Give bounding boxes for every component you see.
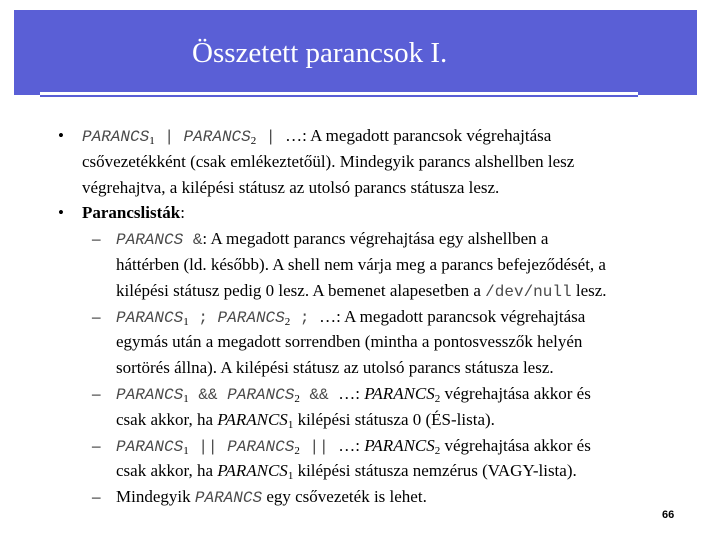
text-fragment: csak akkor, ha: [116, 461, 218, 481]
text-fragment: 1: [287, 418, 294, 431]
slide-header: [0, 0, 720, 100]
text-fragment: PARANCS: [217, 461, 288, 481]
dash-marker: –: [92, 487, 101, 507]
dash-marker: –: [92, 435, 101, 455]
subitem-line: [116, 382, 591, 407]
text-fragment: 2: [434, 393, 441, 405]
dash-marker: –: [92, 384, 101, 403]
subitem-line: [116, 485, 427, 510]
text-fragment: 1: [183, 393, 189, 405]
bullet-line: [82, 124, 551, 149]
text-fragment: végrehajtása akkor és: [440, 384, 591, 403]
text-fragment: :: [180, 203, 185, 223]
dash-marker: –: [92, 306, 101, 326]
text-fragment: …:: [338, 435, 365, 455]
text-fragment: csak akkor, ha: [116, 409, 218, 429]
text-fragment: 2: [294, 393, 300, 405]
text-fragment: ||: [188, 437, 228, 456]
text-fragment: 2: [294, 444, 300, 457]
dash-marker: –: [92, 229, 101, 249]
text-fragment: PARANCS: [116, 437, 184, 456]
text-fragment: Mindegyik: [116, 487, 195, 507]
slide-title: Összetett parancsok I.: [192, 37, 448, 69]
text-fragment: &: [183, 231, 203, 250]
text-fragment: ;: [290, 308, 320, 327]
text-fragment: egy csővezeték is lehet.: [262, 487, 427, 507]
text-fragment: : A megadott parancs végrehajtása egy alshellben a: [202, 229, 549, 249]
text-fragment: PARANCS: [116, 308, 184, 327]
text-fragment: …: A megadott parancsok végrehajtása: [319, 306, 586, 326]
text-fragment: 1: [183, 315, 189, 328]
subitem-line: [116, 356, 554, 379]
text-fragment: PARANCS: [227, 437, 295, 456]
text-fragment: 2: [284, 315, 291, 328]
bullet-line: [82, 176, 499, 199]
text-fragment: PARANCS: [217, 409, 288, 429]
text-fragment: végrehajtva, a kilépési státusz az utolsó parancs státusza lesz.: [82, 177, 500, 197]
text-fragment: 1: [287, 470, 294, 483]
text-fragment: lesz.: [571, 280, 607, 300]
text-fragment: 2: [250, 135, 257, 147]
text-fragment: végrehajtása akkor és: [440, 435, 591, 455]
text-fragment: csővezetékként (csak emlékeztetőül). Mindegyik parancs alshellben lesz: [82, 151, 575, 171]
title-underline-shadow: [40, 95, 638, 97]
text-fragment: 1: [183, 444, 189, 457]
text-fragment: kilépési státusz pedig 0 lesz. A bemenet alapesetben a: [116, 280, 486, 300]
text-fragment: |: [256, 128, 286, 146]
text-fragment: ||: [299, 437, 339, 456]
subitem-line: [116, 434, 591, 459]
text-fragment: …:: [338, 384, 365, 403]
subitem-line: [116, 227, 548, 252]
text-fragment: 2: [434, 444, 441, 457]
text-fragment: PARANCS: [116, 231, 184, 250]
text-fragment: PARANCS: [227, 386, 295, 404]
text-fragment: PARANCS: [82, 128, 150, 146]
bullet-line: [82, 150, 574, 173]
subitem-line: [116, 408, 495, 431]
text-fragment: /dev/null: [485, 282, 572, 301]
bullet-marker: •: [58, 126, 64, 145]
text-fragment: kilépési státusza nemzérus (VAGY-lista).: [293, 461, 577, 481]
subitem-line: [116, 279, 607, 304]
text-fragment: 1: [149, 135, 155, 147]
text-fragment: PARANCS: [364, 384, 435, 403]
text-fragment: ;: [188, 308, 218, 327]
subitem-line: [116, 330, 582, 353]
subitem-line: [116, 253, 606, 276]
page-number: 66: [662, 509, 675, 521]
text-fragment: PARANCS: [194, 489, 263, 508]
text-fragment: PARANCS: [183, 128, 251, 146]
text-fragment: |: [154, 128, 184, 146]
text-fragment: Parancslisták: [82, 203, 181, 223]
bullet-marker: •: [58, 203, 64, 223]
text-fragment: háttérben (ld. később). A shell nem várja meg a parancs befejeződését, a: [116, 255, 606, 274]
text-fragment: &&: [299, 386, 339, 404]
subitem-line: [116, 305, 585, 330]
text-fragment: kilépési státusza 0 (ÉS-lista).: [293, 409, 495, 429]
text-fragment: &&: [188, 386, 228, 404]
subitem-line: [116, 459, 577, 482]
text-fragment: PARANCS: [364, 435, 435, 455]
text-fragment: PARANCS: [116, 386, 184, 404]
text-fragment: PARANCS: [217, 308, 285, 327]
bullet-line: [82, 201, 185, 224]
text-fragment: …: A megadott parancsok végrehajtása: [285, 126, 552, 145]
text-fragment: egymás után a megadott sorrendben (mintha a pontosvesszők helyén: [116, 332, 583, 352]
text-fragment: sortörés állna). A kilépési státusz az utolsó parancs státusza lesz.: [116, 358, 554, 378]
